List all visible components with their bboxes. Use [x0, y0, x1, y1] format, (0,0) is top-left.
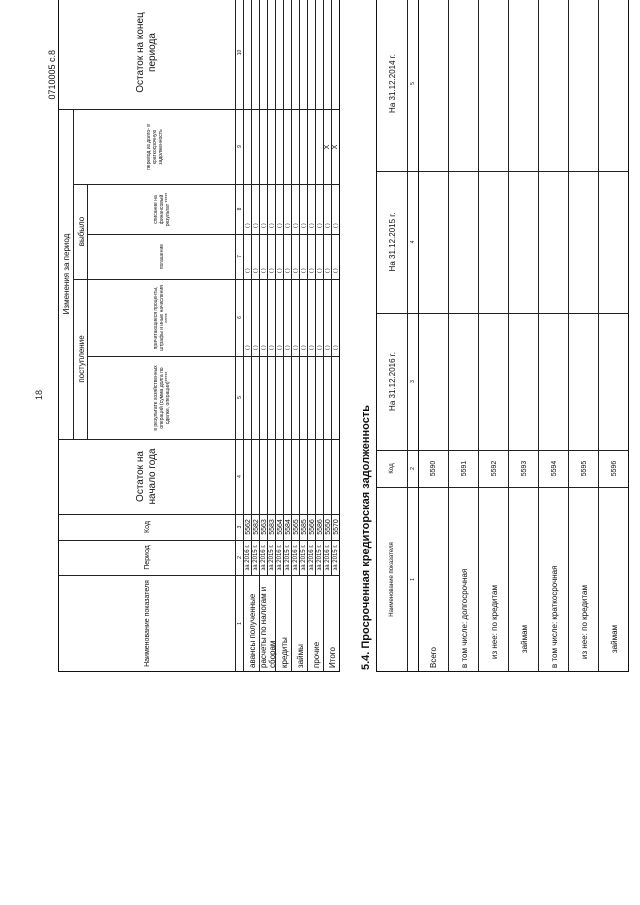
value-cell: ( ) [259, 185, 267, 235]
s2-value-cell [508, 0, 539, 172]
period-cell: за 2015 г. [315, 540, 324, 576]
group-total: Итого [323, 576, 340, 671]
value-cell [331, 0, 339, 110]
code-cell: 5586 [315, 514, 324, 541]
value-cell: ( ) [331, 280, 339, 357]
value-cell: ( ) [291, 235, 299, 280]
s2-row-name: из нее: по кредитам [568, 479, 599, 671]
period-cell: за 2015 г. [299, 540, 308, 576]
code-cell: 5564 [275, 514, 284, 541]
value-cell: ( ) [259, 235, 267, 280]
value-cell [283, 440, 291, 515]
col-received-ops-header: в результате хозяйственных операций (сумма долга по сделке, операции)***** [87, 357, 235, 440]
value-cell: ( ) [283, 280, 291, 357]
section2-title: 5.4. Просроченная кредиторская задолженность [360, 404, 372, 670]
col-num-5: 5 [236, 356, 244, 440]
col-received-penalties-header: причитающиеся проценты, штрафы и иные начисления ***** [87, 280, 235, 357]
value-cell [259, 440, 267, 515]
col-num-3: 3 [236, 514, 244, 541]
s2-value-cell [478, 0, 509, 172]
value-cell: ( ) [251, 280, 259, 357]
s2-body [419, 0, 628, 671]
s2-col-num-3: 3 [408, 313, 418, 451]
group-loans: займы [291, 576, 308, 671]
group-taxes: расчеты по налогам и сборам [259, 576, 276, 671]
value-cell: ( ) [315, 280, 323, 357]
col-num-4: 4 [236, 439, 244, 515]
s2-value-cell [448, 171, 479, 314]
value-cell: ( ) [267, 235, 275, 280]
s2-value-cell [508, 313, 539, 451]
s2-col-2015-header: На 31.12.2015 г. [377, 171, 407, 314]
value-cell [243, 440, 251, 515]
code-cell: 5584 [283, 514, 292, 541]
value-cell: ( ) [243, 280, 251, 357]
value-cell [291, 357, 299, 440]
s2-row-code: 5591 [448, 450, 479, 488]
code-cell: 5582 [251, 514, 260, 541]
value-cell [259, 110, 267, 185]
value-cell [331, 440, 339, 515]
col-name-header: Наименование показателя [143, 580, 151, 667]
value-cell [259, 357, 267, 440]
s2-value-cell [419, 171, 448, 314]
overdue-table [376, 0, 629, 672]
period-cell: за 2015 г. [283, 540, 292, 576]
value-cell [291, 110, 299, 185]
value-cell [299, 357, 307, 440]
s2-row-code: 5592 [478, 450, 509, 488]
s2-value-cell [478, 313, 509, 451]
s2-row-name: в том числе: долгосрочная [448, 488, 479, 671]
value-cell: ( ) [283, 235, 291, 280]
value-cell [267, 110, 275, 185]
value-cell: ( ) [275, 280, 283, 357]
value-cell: ( ) [251, 235, 259, 280]
s2-value-cell [538, 171, 569, 314]
s2-value-cell [598, 313, 629, 451]
value-cell [251, 110, 259, 185]
value-cell: ( ) [331, 185, 339, 235]
value-cell [243, 0, 251, 110]
group-other: прочие [307, 576, 324, 671]
period-cell: за 2015 г. [331, 540, 340, 576]
value-cell [315, 357, 323, 440]
col-num-2: 2 [236, 540, 244, 576]
value-cell [315, 110, 323, 185]
value-cell [307, 110, 315, 185]
group-advances: авансы полученные [243, 576, 260, 671]
s2-row-code: 5596 [598, 450, 629, 488]
value-cell [307, 357, 315, 440]
col-num-6: 6 [236, 279, 244, 357]
value-cell: ( ) [267, 185, 275, 235]
value-cell [323, 0, 331, 110]
s2-value-cell [538, 313, 569, 451]
s2-value-cell [568, 313, 599, 451]
s2-value-cell [419, 0, 448, 172]
form-code: 0710005 с.8 [47, 50, 57, 100]
value-cell [291, 0, 299, 110]
value-cell: Х [323, 110, 331, 185]
s2-value-cell [538, 0, 569, 172]
value-cell: ( ) [307, 185, 315, 235]
value-cell [283, 0, 291, 110]
value-cell [251, 357, 259, 440]
code-cell: 5585 [299, 514, 308, 541]
code-cell: 5583 [267, 514, 276, 541]
value-cell: ( ) [267, 280, 275, 357]
s2-col-name-header: Наименование показателя [388, 542, 395, 617]
value-cell: ( ) [307, 235, 315, 280]
movement-table [58, 0, 340, 672]
col-code-header: Код [59, 514, 235, 541]
value-cell [275, 357, 283, 440]
s2-col-num-5: 5 [408, 0, 418, 172]
period-cell: за 2015 г. [251, 540, 260, 576]
s2-value-cell [568, 0, 599, 172]
code-cell: 5566 [307, 514, 316, 541]
value-cell: ( ) [251, 185, 259, 235]
value-cell: ( ) [299, 185, 307, 235]
value-cell: Х [331, 110, 339, 185]
col-num-9: 9 [236, 109, 244, 185]
value-cell [291, 440, 299, 515]
period-cell: за 2016 г. [307, 540, 316, 576]
value-cell: ( ) [243, 185, 251, 235]
value-cell: ( ) [315, 185, 323, 235]
col-num-8: 8 [236, 184, 244, 235]
col-period-header: Период [59, 540, 235, 576]
col-repayment-header: погашение [87, 234, 236, 280]
code-cell: 5562 [243, 514, 252, 541]
value-cell: ( ) [307, 280, 315, 357]
value-cell [299, 110, 307, 185]
s2-value-cell [419, 313, 448, 451]
value-cell [323, 357, 331, 440]
value-cell: ( ) [315, 235, 323, 280]
value-cell [259, 0, 267, 110]
value-cell: ( ) [299, 280, 307, 357]
value-cell: ( ) [323, 185, 331, 235]
s2-value-cell [448, 0, 479, 172]
value-cell [299, 440, 307, 515]
value-cell: ( ) [331, 235, 339, 280]
value-cell [283, 110, 291, 185]
group-credits: кредиты [275, 576, 292, 671]
value-cell: ( ) [291, 185, 299, 235]
s2-row-code: 5595 [568, 450, 599, 488]
s2-row-code: 5593 [508, 450, 539, 488]
period-cell: за 2015 г. [267, 540, 276, 576]
value-cell [267, 440, 275, 515]
s2-value-cell [508, 171, 539, 314]
s2-value-cell [478, 171, 509, 314]
value-cell [243, 357, 251, 440]
code-cell: 5563 [259, 514, 268, 541]
value-cell: ( ) [275, 185, 283, 235]
s2-col-2016-header: На 31.12.2016 г. [377, 313, 407, 451]
col-received-header: поступление [73, 279, 88, 440]
code-cell: 5550 [323, 514, 332, 541]
s2-row-code: 5590 [419, 450, 448, 488]
value-cell [299, 0, 307, 110]
col-disposed-header: выбыло [73, 184, 88, 280]
page-number: 18 [34, 390, 44, 401]
s2-value-cell [598, 171, 629, 314]
value-cell: ( ) [243, 235, 251, 280]
value-cell [323, 440, 331, 515]
value-cell [307, 440, 315, 515]
code-cell: 5565 [291, 514, 300, 541]
value-cell [267, 357, 275, 440]
s2-row-name: займам [598, 473, 629, 671]
s2-value-cell [568, 171, 599, 314]
col-num-7: 7 [236, 234, 244, 280]
value-cell [275, 110, 283, 185]
value-cell [267, 0, 275, 110]
value-cell: ( ) [283, 185, 291, 235]
period-cell: за 2016 г. [243, 540, 252, 576]
s2-row-name: в том числе: краткосрочная [538, 488, 569, 671]
value-cell: ( ) [259, 280, 267, 357]
period-cell: за 2016 г. [275, 540, 284, 576]
col-changes-header: Изменения за период [59, 109, 73, 440]
value-cell [331, 357, 339, 440]
value-cell: ( ) [299, 235, 307, 280]
s2-row-code: 5594 [538, 450, 569, 488]
value-cell [315, 440, 323, 515]
s2-col-num-2: 2 [408, 450, 418, 488]
s2-row-name: Всего [429, 647, 438, 668]
s2-col-2014-header: На 31.12.2014 г. [377, 0, 407, 172]
value-cell [315, 0, 323, 110]
table1-body [243, 0, 339, 671]
period-cell: за 2016 г. [323, 540, 332, 576]
value-cell [243, 110, 251, 185]
value-cell: ( ) [323, 235, 331, 280]
value-cell: ( ) [275, 235, 283, 280]
value-cell [307, 0, 315, 110]
s2-col-num-1: 1 [410, 578, 416, 581]
value-cell [251, 0, 259, 110]
s2-column-number-row [407, 0, 419, 671]
s2-value-cell [598, 0, 629, 172]
value-cell: ( ) [323, 280, 331, 357]
s2-col-code-header: Код [377, 450, 407, 488]
value-cell [283, 357, 291, 440]
col-transfer-header: перевод из долго- в краткосрочную задолженность [73, 110, 235, 185]
value-cell [251, 440, 259, 515]
period-cell: за 2016 г. [259, 540, 268, 576]
value-cell: ( ) [291, 280, 299, 357]
s2-value-cell [448, 313, 479, 451]
s2-data-grid [419, 0, 628, 451]
s2-col-num-4: 4 [408, 171, 418, 314]
s2-row-name: займам [508, 473, 539, 671]
code-cell: 5570 [331, 514, 340, 541]
value-cell [275, 440, 283, 515]
s2-row-name: из нее: по кредитам [478, 479, 509, 671]
col-num-10: 10 [236, 0, 244, 110]
col-balance-start-header: Остаток на начало года [59, 439, 235, 515]
value-cell [275, 0, 283, 110]
col-balance-end-header: Остаток на конец периода [59, 0, 235, 110]
table1-data-grid [243, 0, 339, 515]
col-write-off-header: списание на финансовый результат ***** [87, 185, 235, 235]
period-cell: за 2016 г. [291, 540, 300, 576]
col-num-1: 1 [237, 622, 243, 625]
